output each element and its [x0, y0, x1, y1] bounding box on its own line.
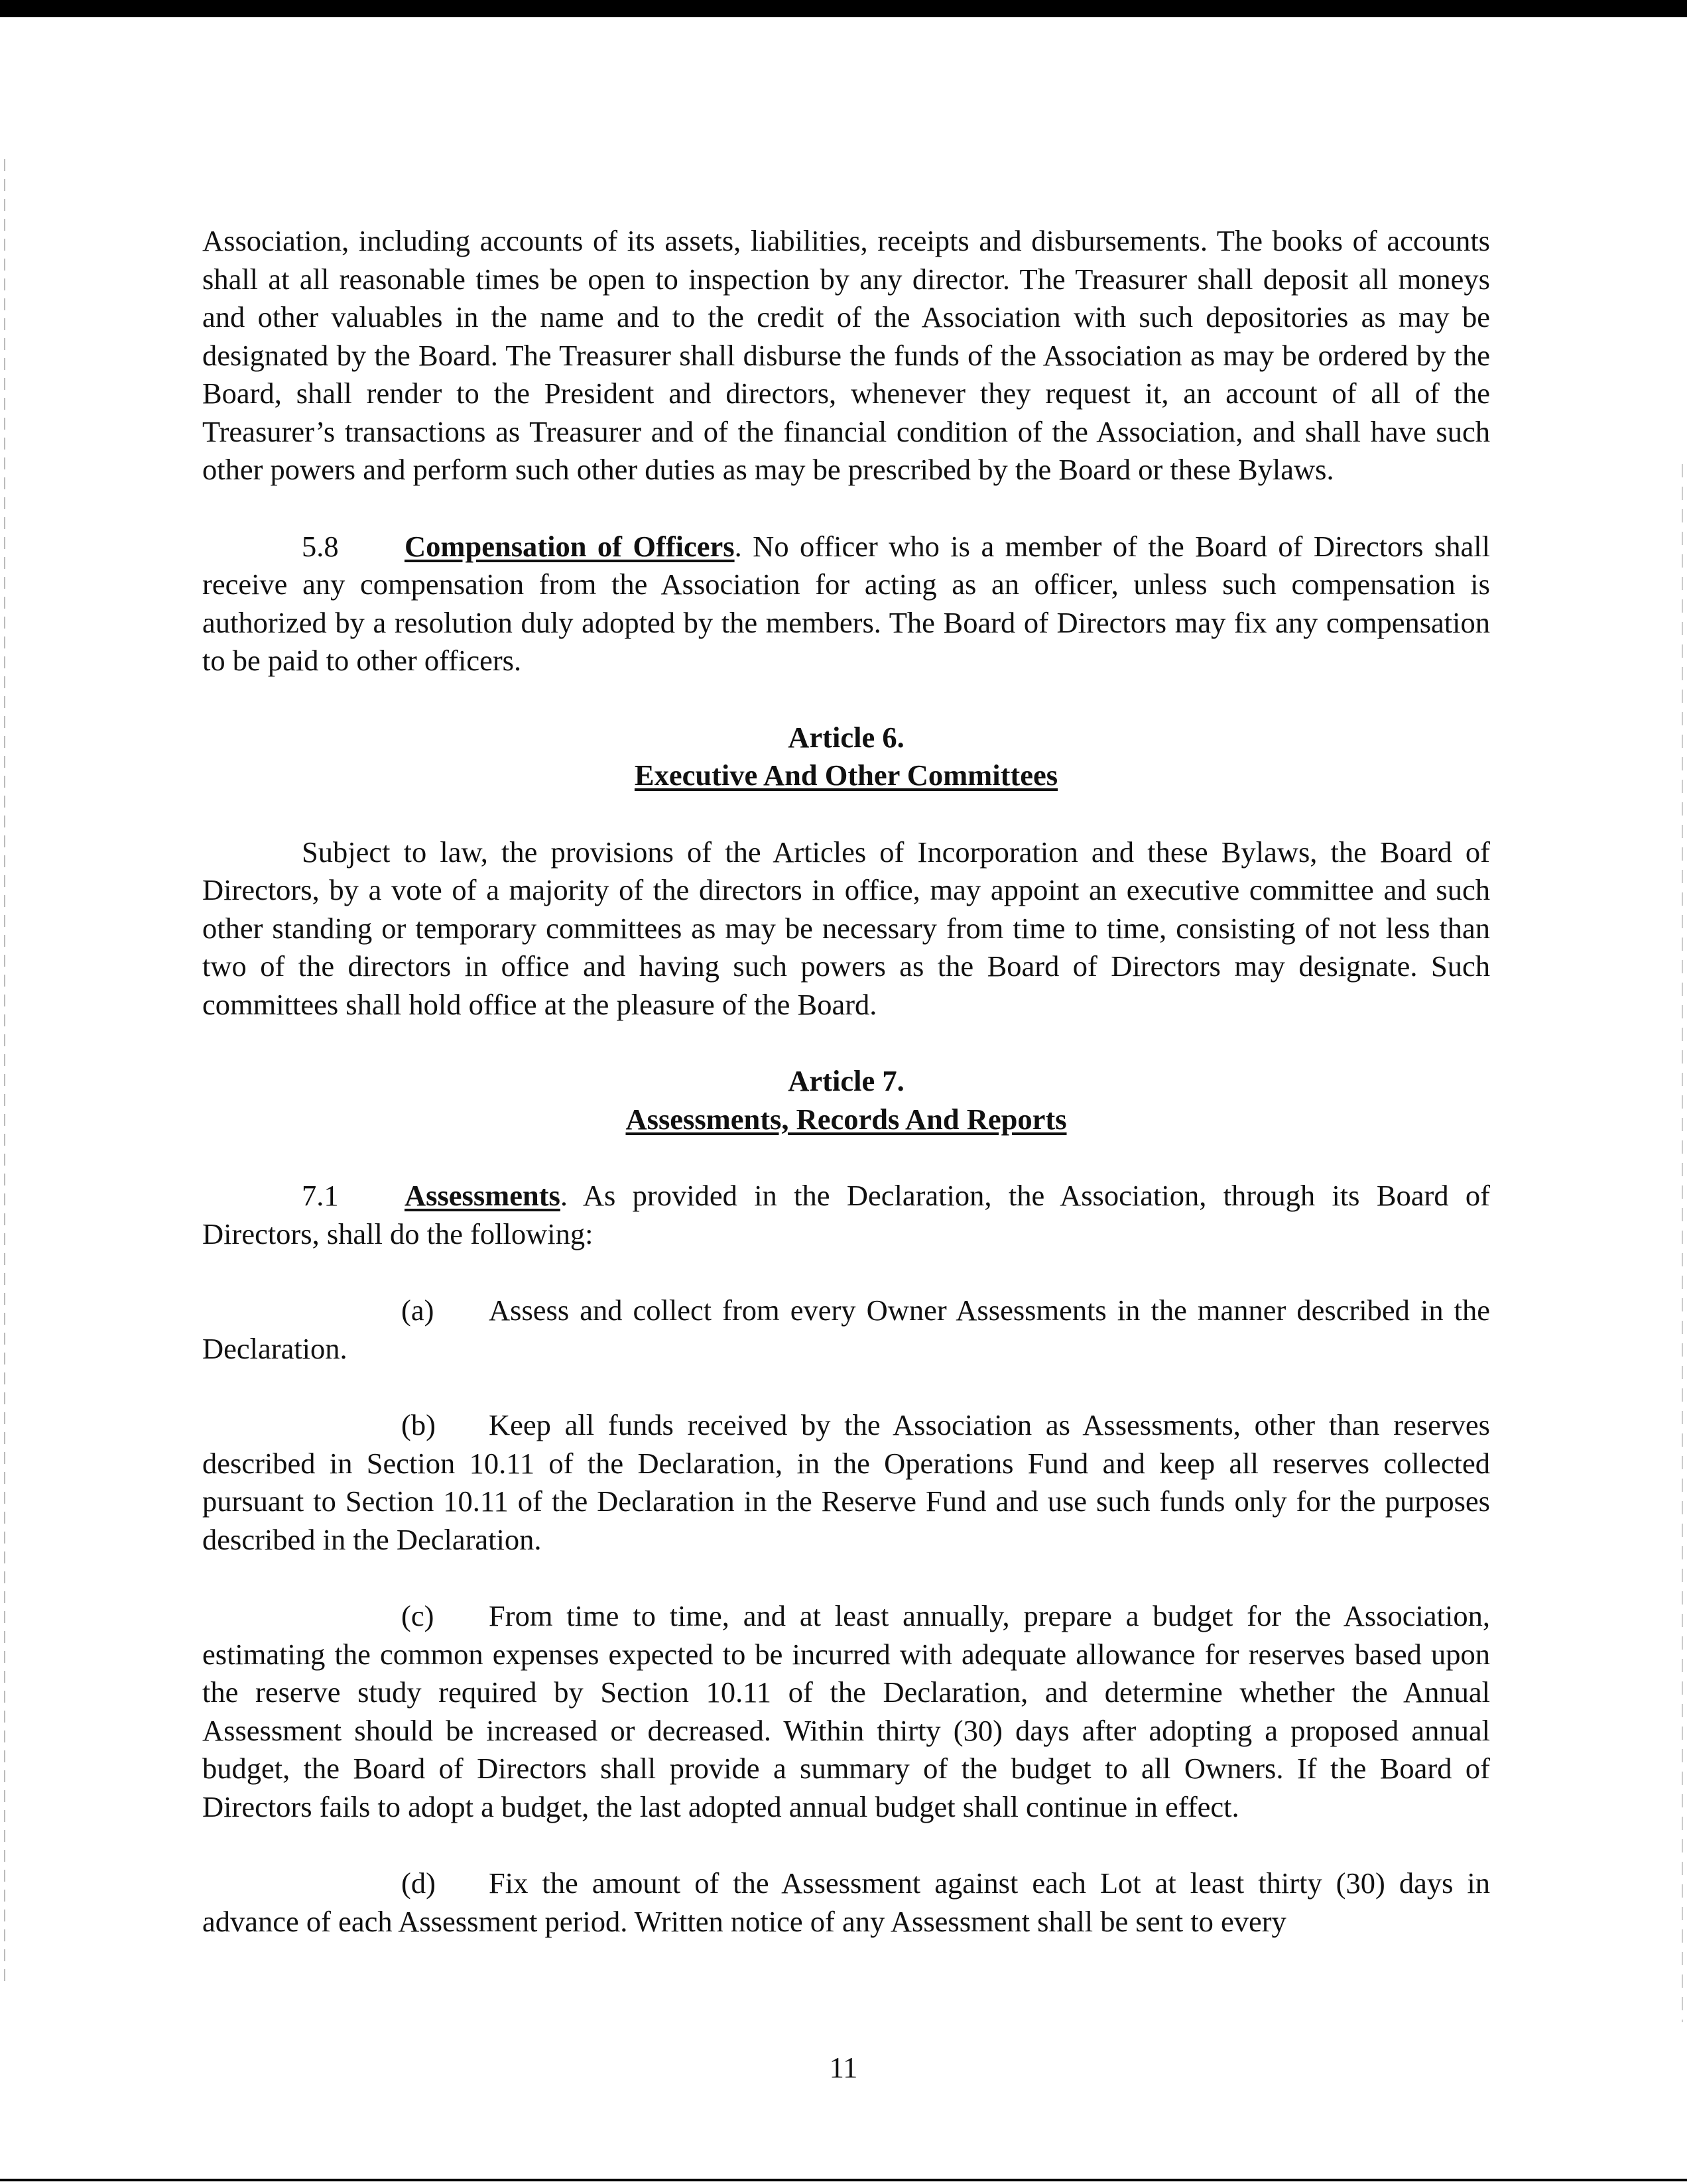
- section-body: . As provided in the Declaration, the Association, through its Board of Directors, shall do the following:: [202, 1179, 1490, 1250]
- section-number: 5.8: [302, 529, 339, 563]
- article-subtitle: Assessments, Records And Reports: [625, 1102, 1067, 1136]
- list-item: [202, 1406, 1490, 1559]
- item-label: (a): [401, 1294, 434, 1327]
- article-title: Article 7.: [788, 1064, 905, 1097]
- scan-edge-left: [4, 159, 5, 1989]
- item-text: From time to time, and at least annually, prepare a budget for the Association, estimating the common expenses expected to be incurred with adequate allowance for reserves based upon the reserve study required by Section 10.11 of the Declaration, and determine whether the Annual Assessment should be increased or decreased. Within thirty (30) days after adopting a proposed annual budget, the Board of Directors shall provide a summary of the budget to all Owners. If the Board of Directors fails to adopt a budget, the last adopted annual budget shall continue in effect.: [202, 1599, 1490, 1823]
- section-7-1: [202, 1177, 1490, 1253]
- item-label: (d): [401, 1866, 436, 1900]
- item-label: (c): [401, 1599, 434, 1632]
- document-page: [202, 222, 1490, 1941]
- item-text: Keep all funds received by the Association as Assessments, other than reserves described in Section 10.11 of the Declaration, in the Operations Fund and keep all reserves collected pursuant to Section 10.11 of the Declaration in the Reserve Fund and use such funds only for the purposes described in the Declaration.: [202, 1408, 1490, 1556]
- article-7-heading: [202, 1062, 1490, 1138]
- list-item: [202, 1864, 1490, 1941]
- scan-top-border: [0, 0, 1687, 17]
- article-6-heading: [202, 719, 1490, 795]
- section-heading: Compensation of Officers: [405, 529, 735, 563]
- section-body: . No officer who is a member of the Board of Directors shall receive any compensation from the Association for acting as an officer, unless such compensation is authorized by a resolution duly adopted by the members. The Board of Directors may fix any compensation to be paid to other officers.: [202, 529, 1490, 677]
- list-item: [202, 1597, 1490, 1826]
- page-number: 11: [829, 2051, 858, 2084]
- section-heading: Assessments: [405, 1179, 560, 1212]
- item-label: (b): [401, 1408, 436, 1441]
- scan-edge-right: [1682, 464, 1683, 2022]
- section-5-8: [202, 528, 1490, 680]
- article-title: Article 6.: [788, 720, 905, 754]
- scan-bottom-border: [0, 2179, 1687, 2181]
- article-6-body: Subject to law, the provisions of the Articles of Incorporation and these Bylaws, the Board of Directors, by a vote of a majority of the directors in office, may appoint an executive committee and such other standing or temporary committees as may be necessary from time to time, consisting of not less than two of the directors in office and having such powers as the Board of Directors may designate. Such committees shall hold office at the pleasure of the Board.: [202, 835, 1490, 1021]
- section-number: 7.1: [302, 1179, 339, 1212]
- article-subtitle: Executive And Other Committees: [634, 758, 1058, 792]
- item-text: Assess and collect from every Owner Assessments in the manner described in the Declaration.: [202, 1294, 1490, 1365]
- list-item: [202, 1292, 1490, 1368]
- continued-paragraph: Association, including accounts of its assets, liabilities, receipts and disbursements. The books of accounts shall at all reasonable times be open to inspection by any director. The Treasurer shall deposit all moneys and other valuables in the name and to the credit of the Association with such depositories as may be designated by the Board. The Treasurer shall disburse the funds of the Association as may be ordered by the Board, shall render to the President and directors, whenever they request it, an account of all of the Treasurer’s transactions as Treasurer and of the financial condition of the Association, and shall have such other powers and perform such other duties as may be prescribed by the Board or these Bylaws.: [202, 224, 1490, 486]
- item-text: Fix the amount of the Assessment against each Lot at least thirty (30) days in advance of each Assessment period. Written notice of any Assessment shall be sent to every: [202, 1866, 1490, 1938]
